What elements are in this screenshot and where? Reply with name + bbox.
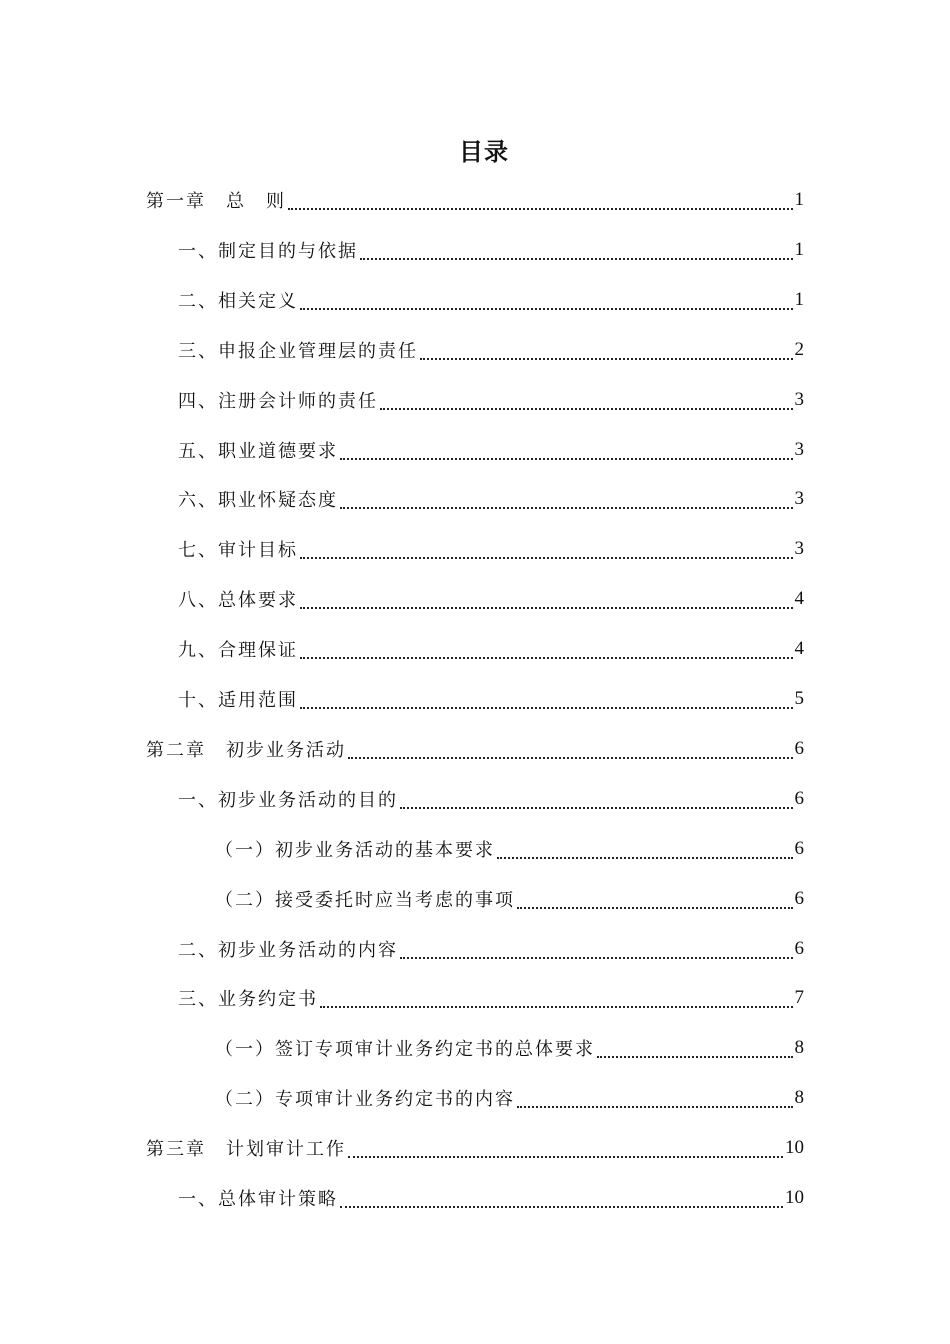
toc-dot-leader xyxy=(517,907,793,909)
toc-page-number: 6 xyxy=(794,887,804,909)
toc-entry-label: 六、职业怀疑态度 xyxy=(178,490,338,512)
toc-entry-label: 第三章 计划审计工作 xyxy=(146,1139,346,1161)
toc-section-entry[interactable] xyxy=(178,973,804,1023)
toc-page-number: 7 xyxy=(794,987,804,1009)
toc-entry-label: 四、注册会计师的责任 xyxy=(178,390,378,412)
toc-page-number: 3 xyxy=(794,388,804,410)
toc-dot-leader xyxy=(348,757,793,759)
toc-entry-label: 九、合理保证 xyxy=(178,640,298,662)
toc-section-entry[interactable] xyxy=(178,375,804,425)
toc-section-entry[interactable] xyxy=(178,425,804,475)
toc-page-number: 1 xyxy=(794,288,804,310)
toc-entry-label: 第二章 初步业务活动 xyxy=(146,739,346,761)
toc-page-number: 10 xyxy=(785,1187,804,1208)
toc-section-entry[interactable] xyxy=(178,474,804,524)
toc-page-number: 4 xyxy=(794,588,804,610)
toc-subsection-entry[interactable] xyxy=(215,1023,804,1073)
toc-page-number: 5 xyxy=(794,688,804,709)
toc-entry-label: （一）初步业务活动的基本要求 xyxy=(215,839,495,861)
toc-entry-label: 八、总体要求 xyxy=(178,590,298,612)
toc-page-number: 3 xyxy=(794,538,804,560)
toc-section-entry[interactable] xyxy=(178,325,804,375)
toc-entry-label: 七、审计目标 xyxy=(178,540,298,562)
toc-page-number: 3 xyxy=(794,438,804,460)
toc-title: 目录 xyxy=(459,138,509,166)
toc-page-number: 3 xyxy=(794,488,804,510)
toc-section-entry[interactable] xyxy=(178,924,804,974)
toc-dot-leader xyxy=(380,408,793,410)
toc-page-number: 8 xyxy=(794,1087,804,1109)
toc-subsection-entry[interactable] xyxy=(215,874,804,924)
toc-section-entry[interactable] xyxy=(178,574,804,624)
toc-entry-label: 三、申报企业管理层的责任 xyxy=(178,340,418,362)
toc-section-entry[interactable] xyxy=(178,774,804,824)
toc-dot-leader xyxy=(348,1156,783,1158)
toc-entry-label: 二、相关定义 xyxy=(178,290,298,312)
toc-dot-leader xyxy=(517,1106,793,1108)
toc-dot-leader xyxy=(497,857,793,859)
toc-entry-label: 五、职业道德要求 xyxy=(178,440,338,462)
toc-dot-leader xyxy=(288,208,793,210)
toc-dot-leader xyxy=(400,807,793,809)
toc-subsection-entry[interactable] xyxy=(215,824,804,874)
toc-dot-leader xyxy=(300,707,793,709)
toc-page-number: 4 xyxy=(794,638,804,660)
toc-entry-label: 二、初步业务活动的内容 xyxy=(178,939,398,961)
toc-dot-leader xyxy=(420,358,793,360)
toc-page-number: 6 xyxy=(794,837,804,859)
toc-page-number: 1 xyxy=(794,238,804,260)
toc-section-entry[interactable] xyxy=(178,275,804,325)
toc-dot-leader xyxy=(360,258,793,260)
toc-entry-label: 一、制定目的与依据 xyxy=(178,240,358,262)
toc-dot-leader xyxy=(300,607,793,609)
toc-chapter-entry[interactable] xyxy=(146,1123,804,1173)
toc-page-number: 10 xyxy=(785,1137,804,1159)
toc-page-number: 6 xyxy=(794,937,804,959)
toc-dot-leader xyxy=(400,957,793,959)
toc-chapter-entry[interactable] xyxy=(146,175,804,225)
toc-page-number: 2 xyxy=(794,338,804,360)
toc-section-entry[interactable] xyxy=(178,225,804,275)
toc-entry-label: 一、总体审计策略 xyxy=(178,1189,338,1210)
toc-entry-label: 第一章 总 则 xyxy=(146,191,286,212)
toc-page-number: 8 xyxy=(794,1037,804,1059)
toc-entry-label: （二）专项审计业务约定书的内容 xyxy=(215,1089,515,1111)
toc-entry-label: （一）签订专项审计业务约定书的总体要求 xyxy=(215,1039,595,1061)
toc-entry-label: 三、业务约定书 xyxy=(178,989,318,1011)
toc-entry-label: 一、初步业务活动的目的 xyxy=(178,789,398,811)
toc-dot-leader xyxy=(340,1206,783,1208)
toc-dot-leader xyxy=(340,458,793,460)
toc-dot-leader xyxy=(340,507,793,509)
toc-entry-label: 十、适用范围 xyxy=(178,690,298,711)
toc-entry-label: （二）接受委托时应当考虑的事项 xyxy=(215,889,515,911)
toc-dot-leader xyxy=(300,557,793,559)
toc-dot-leader xyxy=(320,1006,793,1008)
toc-section-entry[interactable] xyxy=(178,674,804,724)
toc-dot-leader xyxy=(300,657,793,659)
toc-dot-leader xyxy=(300,308,793,310)
toc-section-entry[interactable] xyxy=(178,624,804,674)
toc-subsection-entry[interactable] xyxy=(215,1073,804,1123)
toc-dot-leader xyxy=(597,1056,793,1058)
toc-page-number: 6 xyxy=(794,787,804,809)
toc-section-entry[interactable] xyxy=(178,524,804,574)
toc-page-number: 1 xyxy=(794,189,804,210)
toc-chapter-entry[interactable] xyxy=(146,724,804,774)
toc-page-number: 6 xyxy=(794,737,804,759)
toc-section-entry[interactable] xyxy=(178,1173,804,1223)
